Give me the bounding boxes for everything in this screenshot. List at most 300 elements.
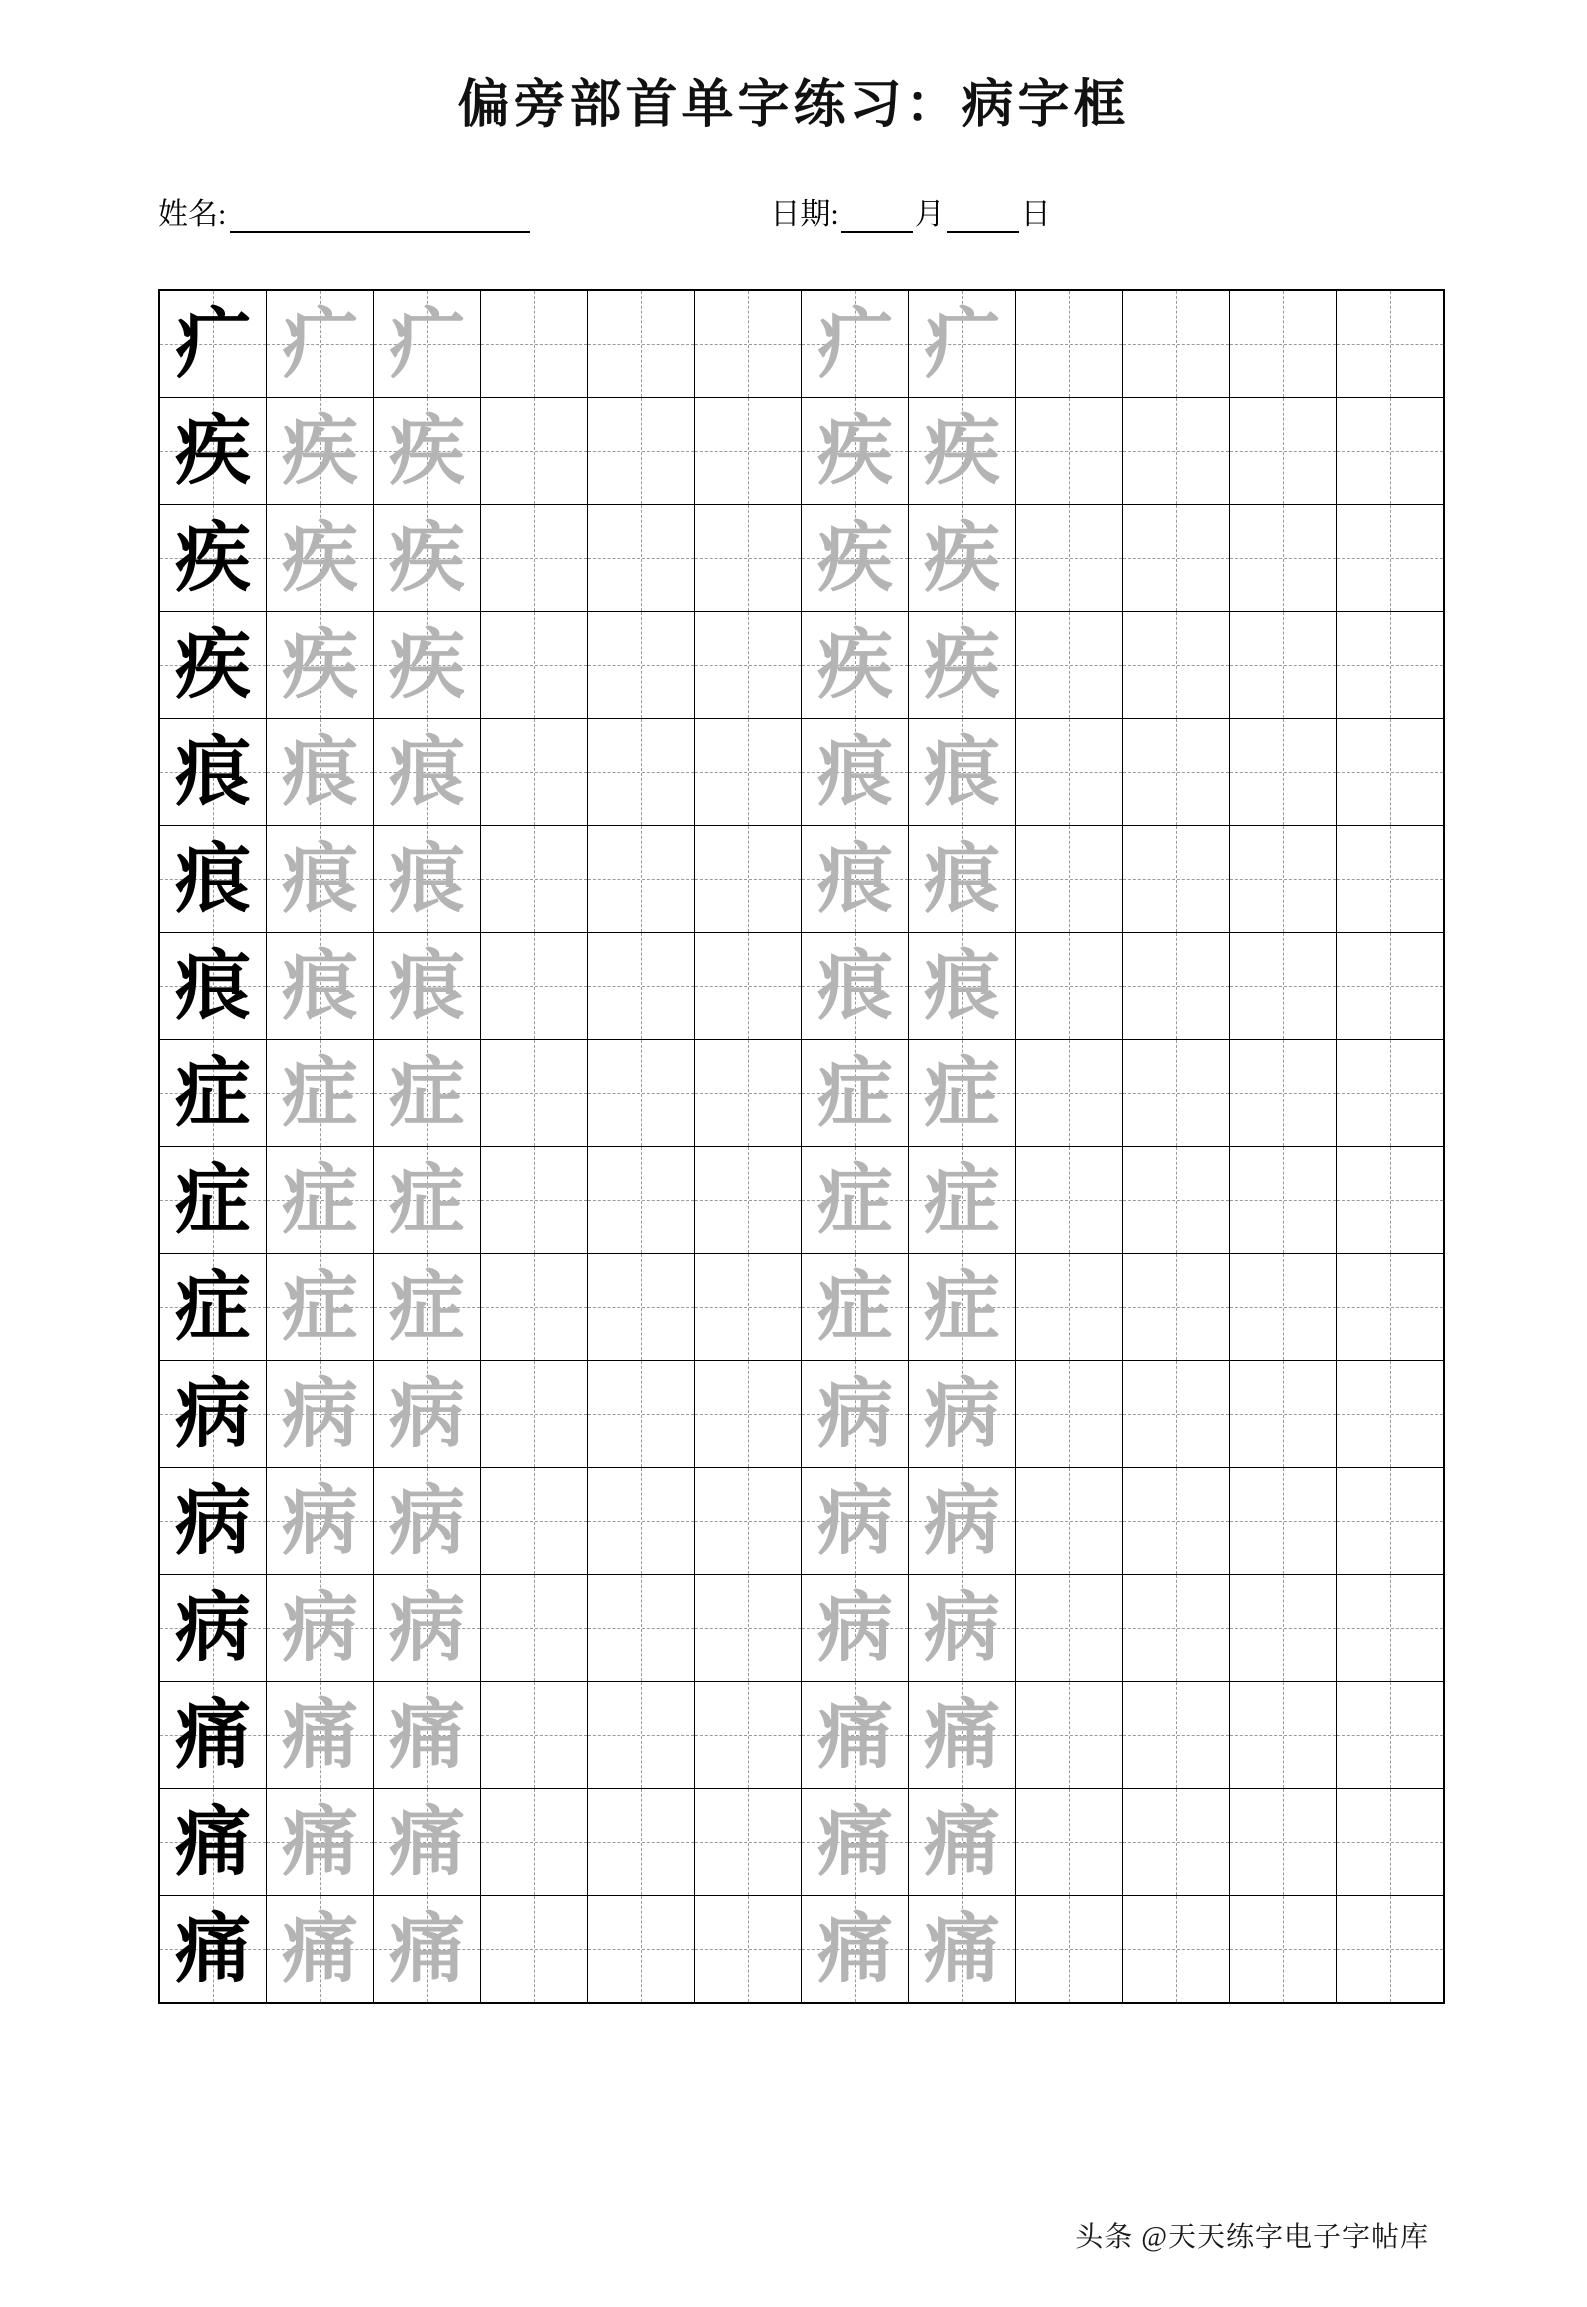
cell-guide-vertical (1390, 1789, 1391, 1895)
practice-cell[interactable] (588, 505, 695, 612)
practice-cell[interactable] (374, 612, 481, 719)
practice-cell[interactable] (802, 1896, 909, 2004)
cell-guide-horizontal (1016, 1521, 1122, 1522)
practice-cell[interactable] (374, 1789, 481, 1896)
practice-cell[interactable] (481, 826, 588, 933)
cell-guide-vertical (1176, 1789, 1177, 1895)
practice-cell[interactable] (695, 1896, 802, 2004)
practice-cell[interactable] (1016, 1789, 1123, 1896)
tracing-character: 症 (924, 1155, 1000, 1244)
cell-guide-horizontal (1230, 1842, 1336, 1843)
practice-cell[interactable] (588, 290, 695, 398)
practice-cell[interactable] (374, 826, 481, 933)
practice-cell[interactable] (802, 1468, 909, 1575)
cell-guide-horizontal (481, 1628, 587, 1629)
practice-cell[interactable] (1230, 1896, 1337, 2004)
tracing-character: 痛 (817, 1904, 893, 1993)
practice-cell[interactable] (481, 1254, 588, 1361)
practice-cell[interactable] (909, 1361, 1016, 1468)
practice-cell[interactable] (909, 1468, 1016, 1575)
cell-guide-horizontal (1016, 1842, 1122, 1843)
tracing-character: 痕 (282, 834, 358, 923)
tracing-character: 疾 (817, 513, 893, 602)
practice-cell[interactable] (1123, 505, 1230, 612)
practice-cell[interactable] (909, 1575, 1016, 1682)
practice-cell[interactable] (159, 612, 267, 719)
cell-guide-horizontal (588, 1307, 694, 1308)
practice-cell[interactable] (1123, 826, 1230, 933)
practice-cell[interactable] (695, 1254, 802, 1361)
cell-guide-horizontal (1016, 558, 1122, 559)
practice-cell[interactable] (1337, 826, 1445, 933)
practice-cell[interactable] (481, 1575, 588, 1682)
cell-guide-horizontal (481, 1735, 587, 1736)
page-title: 偏旁部首单字练习：病字框 (457, 77, 1130, 134)
practice-cell[interactable] (695, 1468, 802, 1575)
cell-guide-vertical (1176, 1682, 1177, 1788)
cell-guide-horizontal (481, 1949, 587, 1950)
practice-cell[interactable] (267, 1789, 374, 1896)
cell-guide-vertical (1069, 291, 1070, 397)
practice-row (159, 398, 1444, 505)
practice-cell[interactable] (1123, 719, 1230, 826)
practice-cell[interactable] (588, 1147, 695, 1254)
practice-cell[interactable] (267, 1361, 374, 1468)
practice-cell[interactable] (267, 1040, 374, 1147)
cell-guide-horizontal (481, 344, 587, 345)
practice-cell[interactable] (267, 505, 374, 612)
practice-cell[interactable] (267, 933, 374, 1040)
practice-cell[interactable] (1123, 1147, 1230, 1254)
practice-cell[interactable] (267, 1575, 374, 1682)
practice-cell[interactable] (1230, 1575, 1337, 1682)
practice-cell[interactable] (1230, 1040, 1337, 1147)
practice-cell[interactable] (374, 1361, 481, 1468)
practice-cell[interactable] (695, 612, 802, 719)
practice-cell[interactable] (588, 612, 695, 719)
practice-cell[interactable] (159, 826, 267, 933)
practice-cell[interactable] (1123, 1361, 1230, 1468)
practice-cell[interactable] (802, 612, 909, 719)
practice-cell[interactable] (1016, 1040, 1123, 1147)
practice-cell[interactable] (1337, 612, 1445, 719)
cell-guide-horizontal (588, 344, 694, 345)
model-character: 病 (175, 1476, 251, 1565)
cell-guide-vertical (1176, 1468, 1177, 1574)
cell-guide-vertical (1069, 826, 1070, 932)
cell-guide-horizontal (1230, 879, 1336, 880)
cell-guide-vertical (534, 1468, 535, 1574)
practice-cell[interactable] (1123, 612, 1230, 719)
cell-guide-vertical (1176, 291, 1177, 397)
practice-cell[interactable] (481, 1147, 588, 1254)
practice-cell[interactable] (588, 1040, 695, 1147)
practice-cell[interactable] (374, 1896, 481, 2004)
practice-cell[interactable] (1230, 290, 1337, 398)
practice-cell[interactable] (159, 290, 267, 398)
practice-cell[interactable] (588, 1361, 695, 1468)
practice-cell[interactable] (909, 719, 1016, 826)
practice-cell[interactable] (1337, 1575, 1445, 1682)
cell-guide-horizontal (1016, 344, 1122, 345)
practice-cell[interactable] (1123, 290, 1230, 398)
cell-guide-vertical (641, 291, 642, 397)
practice-cell[interactable] (374, 1040, 481, 1147)
practice-cell[interactable] (159, 398, 267, 505)
practice-cell[interactable] (159, 1254, 267, 1361)
date-month-label: 月 (914, 198, 945, 231)
practice-cell[interactable] (1123, 398, 1230, 505)
cell-guide-vertical (1283, 1896, 1284, 2002)
practice-cell[interactable] (588, 1789, 695, 1896)
practice-cell[interactable] (909, 826, 1016, 933)
practice-cell[interactable] (481, 1896, 588, 2004)
cell-guide-vertical (1390, 291, 1391, 397)
practice-cell[interactable] (909, 1040, 1016, 1147)
practice-cell[interactable] (1016, 1682, 1123, 1789)
cell-guide-vertical (1069, 1789, 1070, 1895)
practice-cell[interactable] (588, 1254, 695, 1361)
practice-cell[interactable] (909, 933, 1016, 1040)
practice-cell[interactable] (481, 1361, 588, 1468)
cell-guide-horizontal (1123, 1307, 1229, 1308)
practice-row (159, 1147, 1444, 1254)
cell-guide-vertical (1283, 826, 1284, 932)
practice-cell[interactable] (1016, 505, 1123, 612)
practice-cell[interactable] (374, 290, 481, 398)
tracing-character: 痛 (924, 1797, 1000, 1886)
cell-guide-vertical (1176, 1361, 1177, 1467)
cell-guide-horizontal (695, 665, 801, 666)
practice-cell[interactable] (1123, 1896, 1230, 2004)
cell-guide-horizontal (695, 1949, 801, 1950)
practice-cell[interactable] (1230, 1147, 1337, 1254)
practice-cell[interactable] (802, 1361, 909, 1468)
practice-cell[interactable] (802, 505, 909, 612)
practice-cell[interactable] (1123, 1040, 1230, 1147)
practice-cell[interactable] (267, 826, 374, 933)
date-month-blank-line[interactable] (841, 230, 913, 233)
practice-cell[interactable] (909, 398, 1016, 505)
practice-cell[interactable] (1016, 1147, 1123, 1254)
practice-cell[interactable] (481, 1789, 588, 1896)
cell-guide-horizontal (1123, 665, 1229, 666)
practice-cell[interactable] (1016, 1468, 1123, 1575)
practice-cell[interactable] (1123, 1789, 1230, 1896)
practice-cell[interactable] (1230, 933, 1337, 1040)
tracing-character: 痕 (282, 941, 358, 1030)
practice-cell[interactable] (1337, 1896, 1445, 2004)
practice-cell[interactable] (695, 1147, 802, 1254)
cell-guide-vertical (641, 1896, 642, 2002)
practice-cell[interactable] (481, 719, 588, 826)
practice-cell[interactable] (909, 1254, 1016, 1361)
cell-guide-horizontal (695, 772, 801, 773)
practice-cell[interactable] (159, 1682, 267, 1789)
cell-guide-vertical (1283, 1789, 1284, 1895)
practice-cell[interactable] (1123, 933, 1230, 1040)
practice-cell[interactable] (267, 1682, 374, 1789)
practice-cell[interactable] (802, 933, 909, 1040)
practice-cell[interactable] (1230, 505, 1337, 612)
practice-cell[interactable] (481, 1682, 588, 1789)
model-character: 痛 (175, 1904, 251, 1993)
tracing-character: 痛 (282, 1690, 358, 1779)
practice-cell[interactable] (1337, 290, 1445, 398)
practice-cell[interactable] (1016, 719, 1123, 826)
cell-guide-vertical (1390, 398, 1391, 504)
cell-guide-horizontal (588, 1414, 694, 1415)
name-blank-line[interactable] (230, 230, 530, 233)
tracing-character: 疾 (282, 620, 358, 709)
practice-cell[interactable] (802, 398, 909, 505)
practice-cell[interactable] (374, 1682, 481, 1789)
practice-cell[interactable] (1123, 1254, 1230, 1361)
tracing-character: 痕 (389, 834, 465, 923)
cell-guide-horizontal (588, 1093, 694, 1094)
practice-cell[interactable] (267, 1468, 374, 1575)
practice-cell[interactable] (374, 1468, 481, 1575)
practice-cell[interactable] (481, 290, 588, 398)
practice-cell[interactable] (374, 1575, 481, 1682)
practice-cell[interactable] (802, 719, 909, 826)
cell-guide-vertical (641, 1468, 642, 1574)
cell-guide-vertical (748, 826, 749, 932)
cell-guide-vertical (748, 1361, 749, 1467)
practice-cell[interactable] (909, 1147, 1016, 1254)
practice-cell[interactable] (267, 1147, 374, 1254)
practice-cell[interactable] (1230, 826, 1337, 933)
practice-cell[interactable] (374, 505, 481, 612)
practice-cell[interactable] (481, 1468, 588, 1575)
practice-cell[interactable] (1016, 1361, 1123, 1468)
tracing-character: 症 (389, 1262, 465, 1351)
cell-guide-horizontal (1016, 879, 1122, 880)
cell-guide-vertical (534, 1682, 535, 1788)
practice-cell[interactable] (267, 290, 374, 398)
practice-cell[interactable] (374, 1147, 481, 1254)
practice-cell[interactable] (1337, 1361, 1445, 1468)
cell-guide-vertical (1069, 1468, 1070, 1574)
cell-guide-horizontal (1016, 1628, 1122, 1629)
practice-cell[interactable] (1123, 1682, 1230, 1789)
practice-cell[interactable] (695, 1361, 802, 1468)
cell-guide-vertical (748, 1896, 749, 2002)
cell-guide-horizontal (1337, 1628, 1443, 1629)
practice-cell[interactable] (588, 1468, 695, 1575)
practice-cell[interactable] (1016, 398, 1123, 505)
cell-guide-vertical (1390, 1361, 1391, 1467)
practice-cell[interactable] (159, 1789, 267, 1896)
cell-guide-vertical (641, 719, 642, 825)
practice-cell[interactable] (588, 719, 695, 826)
practice-cell[interactable] (909, 612, 1016, 719)
practice-cell[interactable] (802, 1789, 909, 1896)
practice-cell[interactable] (695, 505, 802, 612)
cell-guide-vertical (641, 505, 642, 611)
practice-cell[interactable] (159, 1575, 267, 1682)
practice-cell[interactable] (374, 1254, 481, 1361)
practice-cell[interactable] (1230, 1254, 1337, 1361)
tracing-character: 病 (817, 1583, 893, 1672)
cell-guide-horizontal (1337, 451, 1443, 452)
practice-cell[interactable] (695, 1575, 802, 1682)
tracing-character: 疾 (924, 620, 1000, 709)
practice-cell[interactable] (1230, 1682, 1337, 1789)
practice-cell[interactable] (159, 1147, 267, 1254)
cell-guide-vertical (534, 1361, 535, 1467)
cell-guide-horizontal (481, 1842, 587, 1843)
cell-guide-horizontal (1230, 772, 1336, 773)
practice-cell[interactable] (1016, 1254, 1123, 1361)
practice-cell[interactable] (588, 1575, 695, 1682)
practice-cell[interactable] (588, 1896, 695, 2004)
cell-guide-horizontal (481, 1521, 587, 1522)
practice-cell[interactable] (1016, 1896, 1123, 2004)
cell-guide-horizontal (1230, 451, 1336, 452)
cell-guide-vertical (1283, 1682, 1284, 1788)
cell-guide-vertical (534, 291, 535, 397)
practice-cell[interactable] (374, 398, 481, 505)
practice-cell[interactable] (802, 1040, 909, 1147)
practice-cell[interactable] (695, 1789, 802, 1896)
practice-cell[interactable] (909, 290, 1016, 398)
practice-cell[interactable] (159, 933, 267, 1040)
cell-guide-horizontal (1123, 879, 1229, 880)
practice-cell[interactable] (1337, 1147, 1445, 1254)
practice-cell[interactable] (802, 1147, 909, 1254)
cell-guide-vertical (1176, 505, 1177, 611)
practice-cell[interactable] (695, 1682, 802, 1789)
tracing-character: 痛 (389, 1690, 465, 1779)
cell-guide-horizontal (1337, 1521, 1443, 1522)
cell-guide-vertical (1176, 933, 1177, 1039)
practice-cell[interactable] (1337, 505, 1445, 612)
practice-cell[interactable] (695, 719, 802, 826)
practice-cell[interactable] (588, 398, 695, 505)
practice-row (159, 1040, 1444, 1147)
practice-cell[interactable] (1337, 1468, 1445, 1575)
practice-cell[interactable] (1337, 1789, 1445, 1896)
cell-guide-vertical (1069, 1147, 1070, 1253)
practice-cell[interactable] (1230, 612, 1337, 719)
practice-cell[interactable] (1016, 612, 1123, 719)
practice-cell[interactable] (159, 1468, 267, 1575)
tracing-character: 痕 (924, 834, 1000, 923)
practice-cell[interactable] (695, 398, 802, 505)
practice-cell[interactable] (1337, 398, 1445, 505)
practice-cell[interactable] (481, 1040, 588, 1147)
practice-cell[interactable] (802, 1682, 909, 1789)
tracing-character: 疒 (924, 299, 1000, 388)
tracing-character: 症 (817, 1155, 893, 1244)
practice-cell[interactable] (802, 290, 909, 398)
practice-cell[interactable] (1337, 719, 1445, 826)
practice-cell[interactable] (1016, 290, 1123, 398)
practice-cell[interactable] (159, 1896, 267, 2004)
practice-cell[interactable] (695, 933, 802, 1040)
cell-guide-vertical (1176, 719, 1177, 825)
practice-cell[interactable] (1230, 1789, 1337, 1896)
practice-cell[interactable] (1230, 398, 1337, 505)
cell-guide-vertical (1069, 612, 1070, 718)
tracing-character: 病 (282, 1369, 358, 1458)
practice-cell[interactable] (909, 1789, 1016, 1896)
cell-guide-vertical (1283, 1254, 1284, 1360)
practice-cell[interactable] (1230, 719, 1337, 826)
cell-guide-vertical (1069, 398, 1070, 504)
practice-cell[interactable] (374, 719, 481, 826)
practice-cell[interactable] (267, 398, 374, 505)
practice-cell[interactable] (159, 1040, 267, 1147)
practice-cell[interactable] (802, 826, 909, 933)
cell-guide-horizontal (1337, 1307, 1443, 1308)
practice-cell[interactable] (159, 505, 267, 612)
practice-cell[interactable] (1337, 1040, 1445, 1147)
practice-cell[interactable] (159, 1361, 267, 1468)
practice-cell[interactable] (909, 1896, 1016, 2004)
cell-guide-horizontal (588, 1949, 694, 1950)
practice-cell[interactable] (1123, 1468, 1230, 1575)
cell-guide-horizontal (695, 1307, 801, 1308)
tracing-character: 痛 (924, 1904, 1000, 1993)
practice-row (159, 1789, 1444, 1896)
cell-guide-vertical (1069, 1254, 1070, 1360)
practice-row (159, 719, 1444, 826)
practice-cell[interactable] (1337, 1682, 1445, 1789)
practice-cell[interactable] (159, 719, 267, 826)
practice-cell[interactable] (695, 290, 802, 398)
practice-cell[interactable] (1016, 933, 1123, 1040)
practice-cell[interactable] (909, 1682, 1016, 1789)
practice-cell[interactable] (588, 826, 695, 933)
practice-cell[interactable] (1337, 933, 1445, 1040)
practice-cell[interactable] (695, 1040, 802, 1147)
date-day-blank-line[interactable] (947, 230, 1019, 233)
practice-cell[interactable] (909, 505, 1016, 612)
cell-guide-horizontal (588, 558, 694, 559)
practice-cell[interactable] (267, 1254, 374, 1361)
practice-cell[interactable] (481, 398, 588, 505)
practice-cell[interactable] (802, 1254, 909, 1361)
practice-cell[interactable] (267, 612, 374, 719)
practice-cell[interactable] (1123, 1575, 1230, 1682)
practice-cell[interactable] (1016, 1575, 1123, 1682)
cell-guide-vertical (1176, 612, 1177, 718)
practice-cell[interactable] (695, 826, 802, 933)
cell-guide-vertical (1390, 1896, 1391, 2002)
tracing-character: 疾 (817, 406, 893, 495)
practice-cell[interactable] (588, 1682, 695, 1789)
practice-cell[interactable] (267, 719, 374, 826)
cell-guide-vertical (1176, 1254, 1177, 1360)
practice-cell[interactable] (802, 1575, 909, 1682)
tracing-character: 痕 (924, 941, 1000, 1030)
practice-cell[interactable] (481, 612, 588, 719)
practice-cell[interactable] (1016, 826, 1123, 933)
practice-cell[interactable] (267, 1896, 374, 2004)
practice-cell[interactable] (481, 933, 588, 1040)
cell-guide-vertical (534, 826, 535, 932)
practice-cell[interactable] (1230, 1361, 1337, 1468)
practice-cell[interactable] (1230, 1468, 1337, 1575)
practice-cell[interactable] (1337, 1254, 1445, 1361)
practice-cell[interactable] (481, 505, 588, 612)
date-day-label: 日 (1020, 198, 1051, 231)
practice-cell[interactable] (374, 933, 481, 1040)
cell-guide-horizontal (1123, 451, 1229, 452)
practice-cell[interactable] (588, 933, 695, 1040)
